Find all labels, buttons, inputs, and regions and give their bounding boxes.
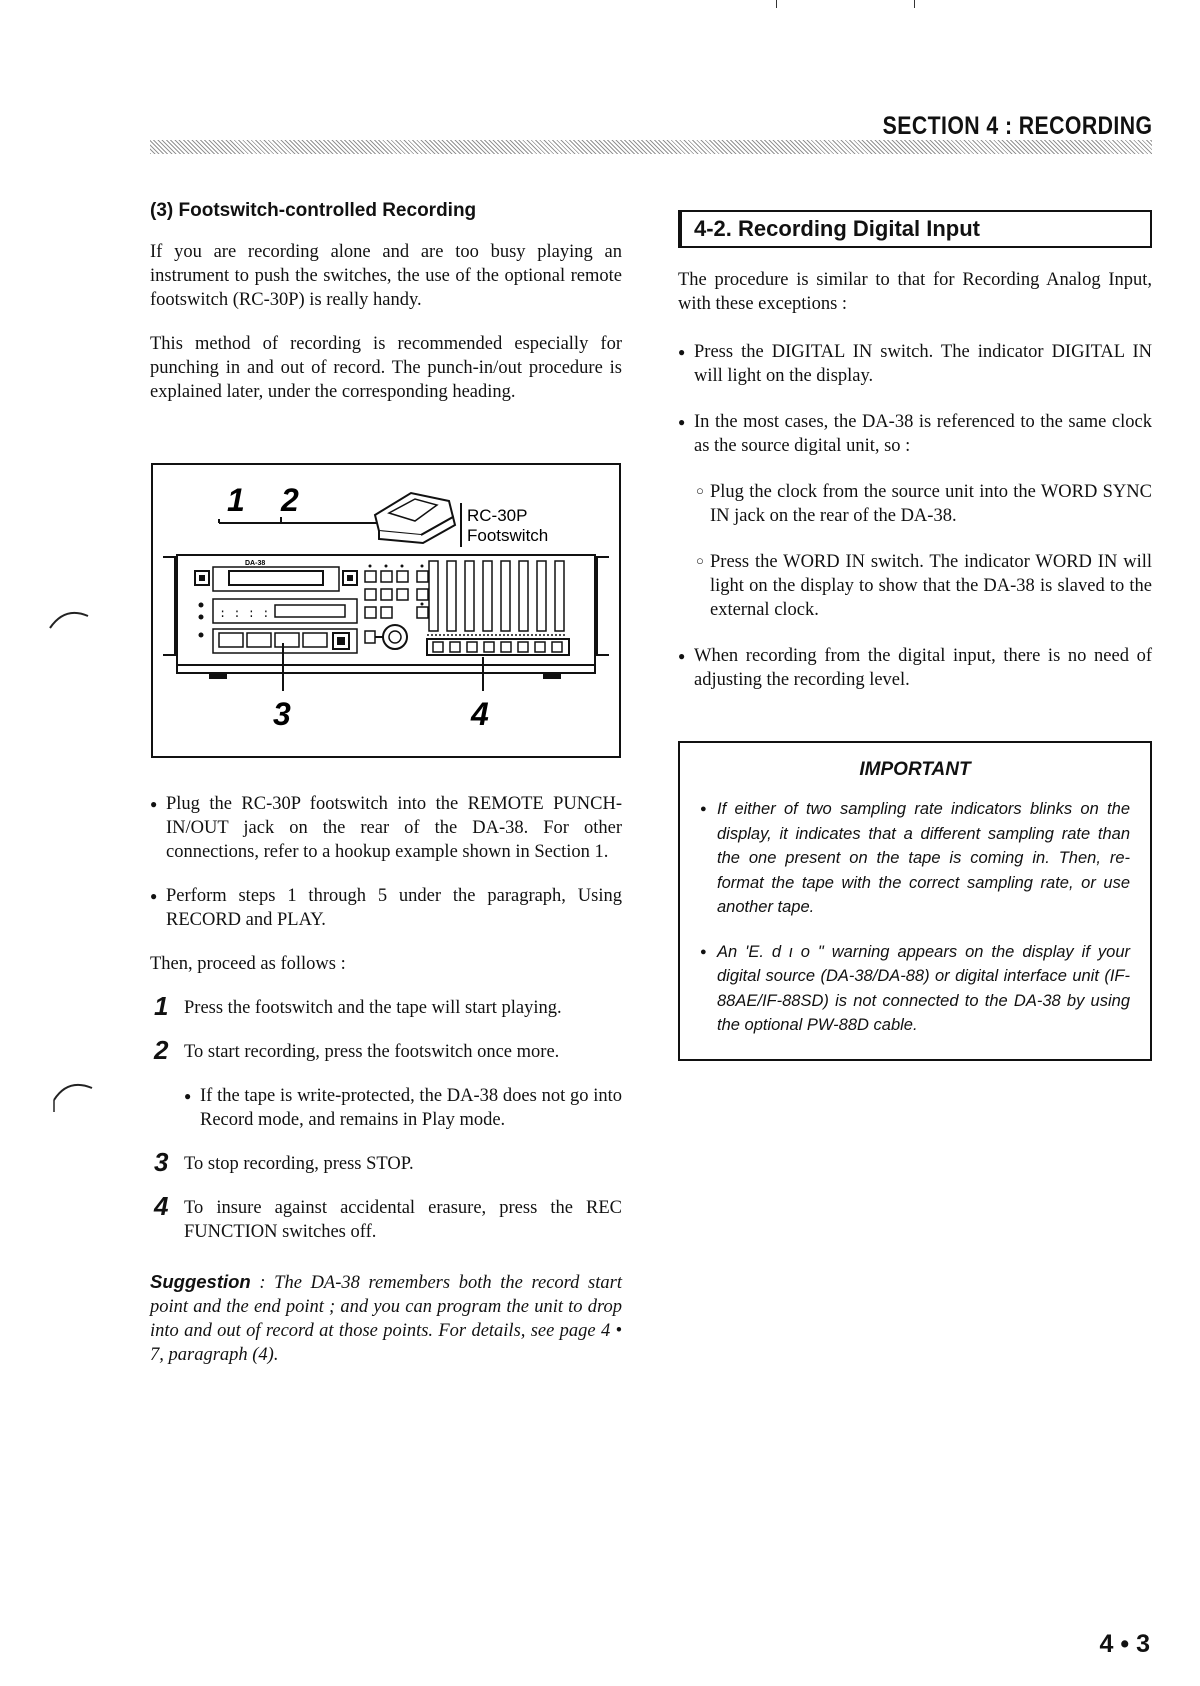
subsection-heading: (3) Footswitch-controlled Recording [150, 200, 477, 221]
section-header: SECTION 4 : RECORDING [882, 112, 1152, 140]
list-item: ● Perform steps 1 through 5 under the paragraph, Using RECORD and PLAY. [150, 884, 622, 932]
svg-text:: : : :: : : : : [219, 607, 270, 621]
unit-badge: DA-38 [245, 560, 266, 567]
sub-list-item [678, 480, 1152, 528]
step-number: 3 [154, 1147, 169, 1177]
step-text: To start recording, press the footswitch once more. [184, 1042, 560, 1062]
step-4 [150, 1191, 622, 1244]
important-item: ● If either of two sampling rate indicators blinks on the display, it indicates that a different sampling rate than the one present on the tape is coming in. Then, re-format the tape with the correct sampling rate, or use another tape. [700, 797, 1130, 920]
step-1 [150, 991, 622, 1021]
step-text: To insure against accidental erasure, press the REC FUNCTION switches off. [184, 1198, 622, 1242]
intro-paragraph: This method of recording is recommended especially for punching in and out of record. The punch-in/out procedure is explained later, under the corresponding heading. [150, 334, 622, 402]
sub-list-text: Plug the clock from the source unit into the WORD SYNC IN jack on the rear of the DA-38. [710, 482, 1152, 526]
step-note: ● If the tape is write-protected, the DA-38 does not go into Record mode, and remains in Play mode. [184, 1084, 622, 1132]
suggestion-text: : The DA-38 remembers both the record start point and the end point ; and you can program the unit to drop into and out of record at those points. For details, see page 4 • 7, paragraph (4). [150, 1273, 622, 1365]
list-item: ● When recording from the digital input, there is no need of adjusting the recording level. [678, 644, 1152, 692]
intro-paragraph: The procedure is similar to that for Recording Analog Input, with these exceptions : [678, 270, 1152, 314]
step-text: To stop recording, press STOP. [184, 1154, 414, 1174]
suggestion-note [150, 1270, 622, 1367]
callout-3: 3 [273, 696, 291, 732]
step-number: 4 [154, 1191, 169, 1221]
left-column [150, 200, 622, 404]
top-mark [914, 0, 915, 8]
left-column-lower [150, 792, 622, 1367]
hollow-bullet-icon: ○ [696, 483, 704, 498]
step-3 [150, 1147, 622, 1177]
list-item: ● Press the DIGITAL IN switch. The indicator DIGITAL IN will light on the display. [678, 340, 1152, 388]
important-box [678, 741, 1152, 1061]
important-item: ● An 'E. d ι o " warning appears on the display if your digital source (DA-38/DA-88) or digital interface unit (IF-88AE/IF-88SD) is not connected to the DA-38 by using the optional PW-88D cable. [700, 940, 1130, 1038]
sub-list-item [678, 550, 1152, 622]
header-rule [150, 140, 1152, 154]
important-title: IMPORTANT [859, 759, 971, 780]
device-label: RC-30P [467, 506, 528, 525]
step-number: 2 [154, 1035, 169, 1065]
section-title-box: 4-2. Recording Digital Input [678, 210, 1152, 248]
step-2 [150, 1035, 622, 1065]
intro-paragraph: If you are recording alone and are too busy playing an instrument to push the switches, the use of the optional remote footswitch (RC-30P) is really handy. [150, 242, 622, 310]
suggestion-label: Suggestion [150, 1271, 251, 1292]
then-text: Then, proceed as follows : [150, 954, 346, 974]
page-number: 4 • 3 [1099, 1630, 1150, 1658]
top-mark [776, 0, 777, 8]
list-item: ● In the most cases, the DA-38 is referenced to the same clock as the source digital unit, so : [678, 410, 1152, 458]
punch-hole-mark [40, 600, 100, 640]
footswitch-icon [375, 493, 455, 543]
da38-illustration [153, 465, 619, 756]
hollow-bullet-icon: ○ [696, 553, 704, 568]
list-item: ● Plug the RC-30P footswitch into the REMOTE PUNCH-IN/OUT jack on the rear of the DA-38. For other connections, refer to a hookup example shown in Section 1. [150, 792, 622, 864]
da38-unit [163, 555, 609, 679]
sub-list-text: Press the WORD IN switch. The indicator WORD IN will light on the display to show that the DA-38 is slaved to the external clock. [710, 552, 1152, 620]
punch-hole-mark [40, 1068, 100, 1118]
callout-1: 1 [227, 482, 245, 518]
footswitch-diagram [151, 463, 621, 758]
right-column [678, 210, 1152, 692]
callout-4: 4 [471, 696, 489, 732]
device-label: Footswitch [467, 526, 549, 545]
step-number: 1 [154, 991, 169, 1021]
step-text: Press the footswitch and the tape will start playing. [184, 998, 562, 1018]
callout-2: 2 [281, 482, 299, 518]
